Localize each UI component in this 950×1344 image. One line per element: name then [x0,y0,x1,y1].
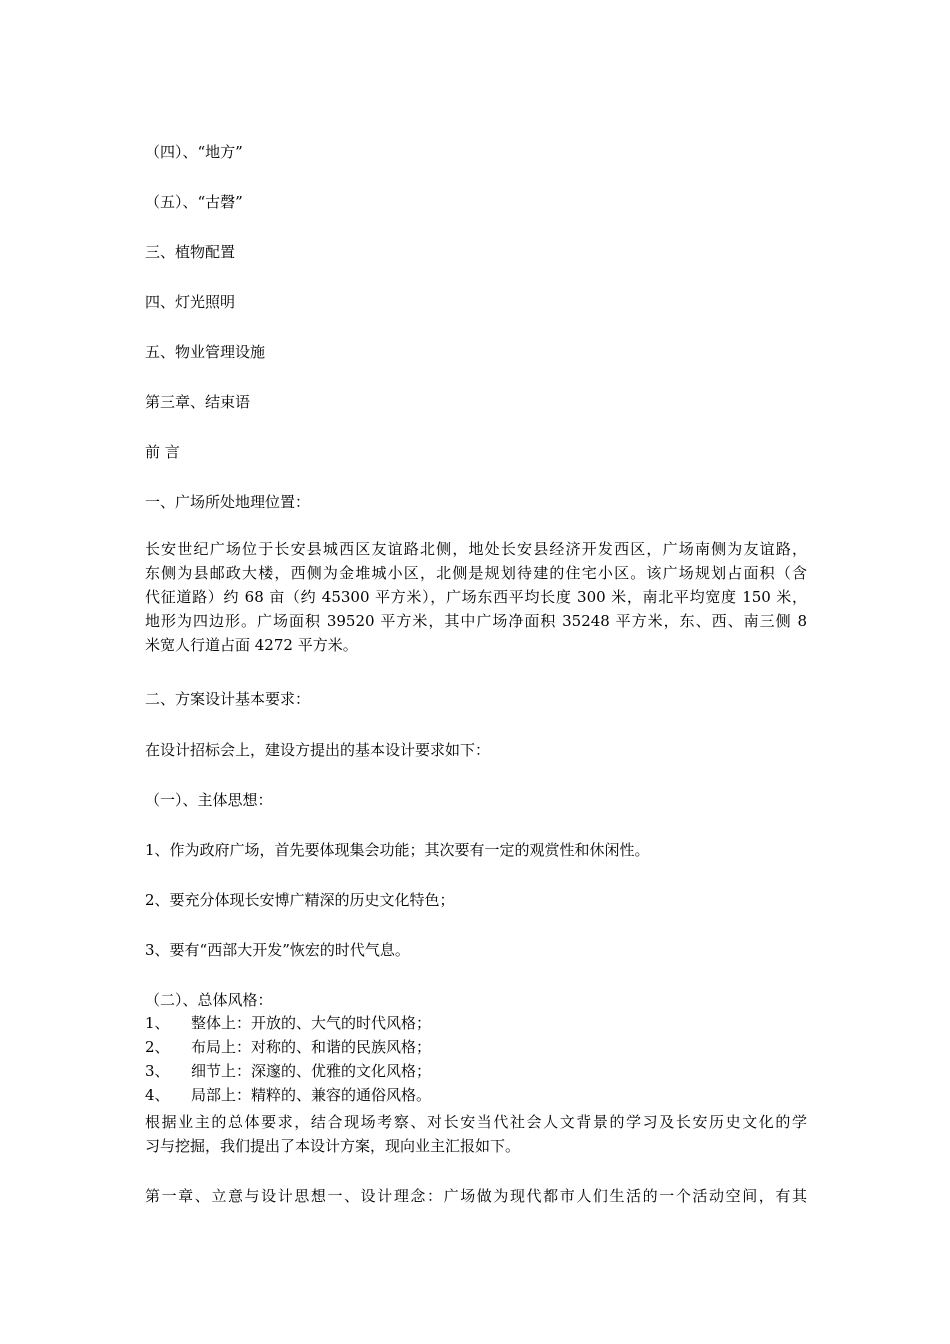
preface-title: 前 言 [145,443,180,461]
summary-body [145,1110,807,1158]
style-item [145,1060,645,1082]
style-item-number: 1、 [145,1014,170,1032]
chapter1-line: 第一章、立意与设计思想一、设计理念：广场做为现代都市人们生活的一个活动空间，有其 [145,1187,807,1205]
section2-intro: 在设计招标会上，建设方提出的基本设计要求如下： [145,741,491,759]
section2-title: 二、方案设计基本要求： [145,690,311,708]
style-item-text: 布局上：对称的、和谐的民族风格； [191,1038,432,1056]
chapter1-paragraph [145,1184,807,1208]
section1-line: 东侧为县邮政大楼，西侧为金堆城小区，北侧是规划待建的住宅小区。该广场规划占面积（含 [145,564,807,582]
subsection1-item: 3、要有“西部大开发”恢宏的时代气息。 [145,941,410,959]
subsection2-title: （二）、总体风格： [145,991,273,1009]
style-item-text: 局部上：精粹的、兼容的通俗风格。 [191,1086,432,1104]
style-item-text: 细节上：深邃的、优雅的文化风格； [191,1062,432,1080]
style-item-number: 2、 [145,1038,170,1056]
subsection1-title: （一）、主体思想： [145,791,273,809]
subsection1-item: 1、作为政府广场，首先要体现集会功能；其次要有一定的观赏性和休闲性。 [145,841,650,859]
section1-line: 地形为四边形。广场面积 39520 平方米，其中广场净面积 35248 平方米，东、西、南三侧 8 [145,612,807,630]
toc-item-chapter3: 第三章、结束语 [145,393,251,411]
section1-line: 米宽人行道占面 4272 平方米。 [145,636,358,654]
style-item-number: 4、 [145,1086,170,1104]
summary-line: 根据业主的总体要求，结合现场考察、对长安当代社会人文背景的学习及长安历史文化的学 [145,1113,807,1131]
section1-title: 一、广场所处地理位置： [145,493,311,511]
subsection1-item: 2、要充分体现长安博广精深的历史文化特色； [145,891,455,909]
style-item [145,1012,645,1034]
toc-item-5: （五）、“古磬” [145,193,243,211]
toc-item-4: （四）、“地方” [145,143,243,161]
section1-line: 长安世纪广场位于长安县城西区友谊路北侧，地处长安县经济开发西区，广场南侧为友谊路， [145,540,807,558]
style-item-number: 3、 [145,1062,170,1080]
section1-body [145,537,807,657]
toc-item-plant: 三、植物配置 [145,243,236,261]
section1-line: 代征道路）约 68 亩（约 45300 平方米），广场东西平均长度 300 米，南北平均宽度 150 米， [145,588,807,606]
toc-item-lighting: 四、灯光照明 [145,293,236,311]
style-item-text: 整体上：开放的、大气的时代风格； [191,1014,432,1032]
toc-item-property: 五、物业管理设施 [145,343,266,361]
summary-line: 习与挖掘，我们提出了本设计方案，现向业主汇报如下。 [145,1137,521,1155]
style-item [145,1036,645,1058]
style-item [145,1084,645,1106]
